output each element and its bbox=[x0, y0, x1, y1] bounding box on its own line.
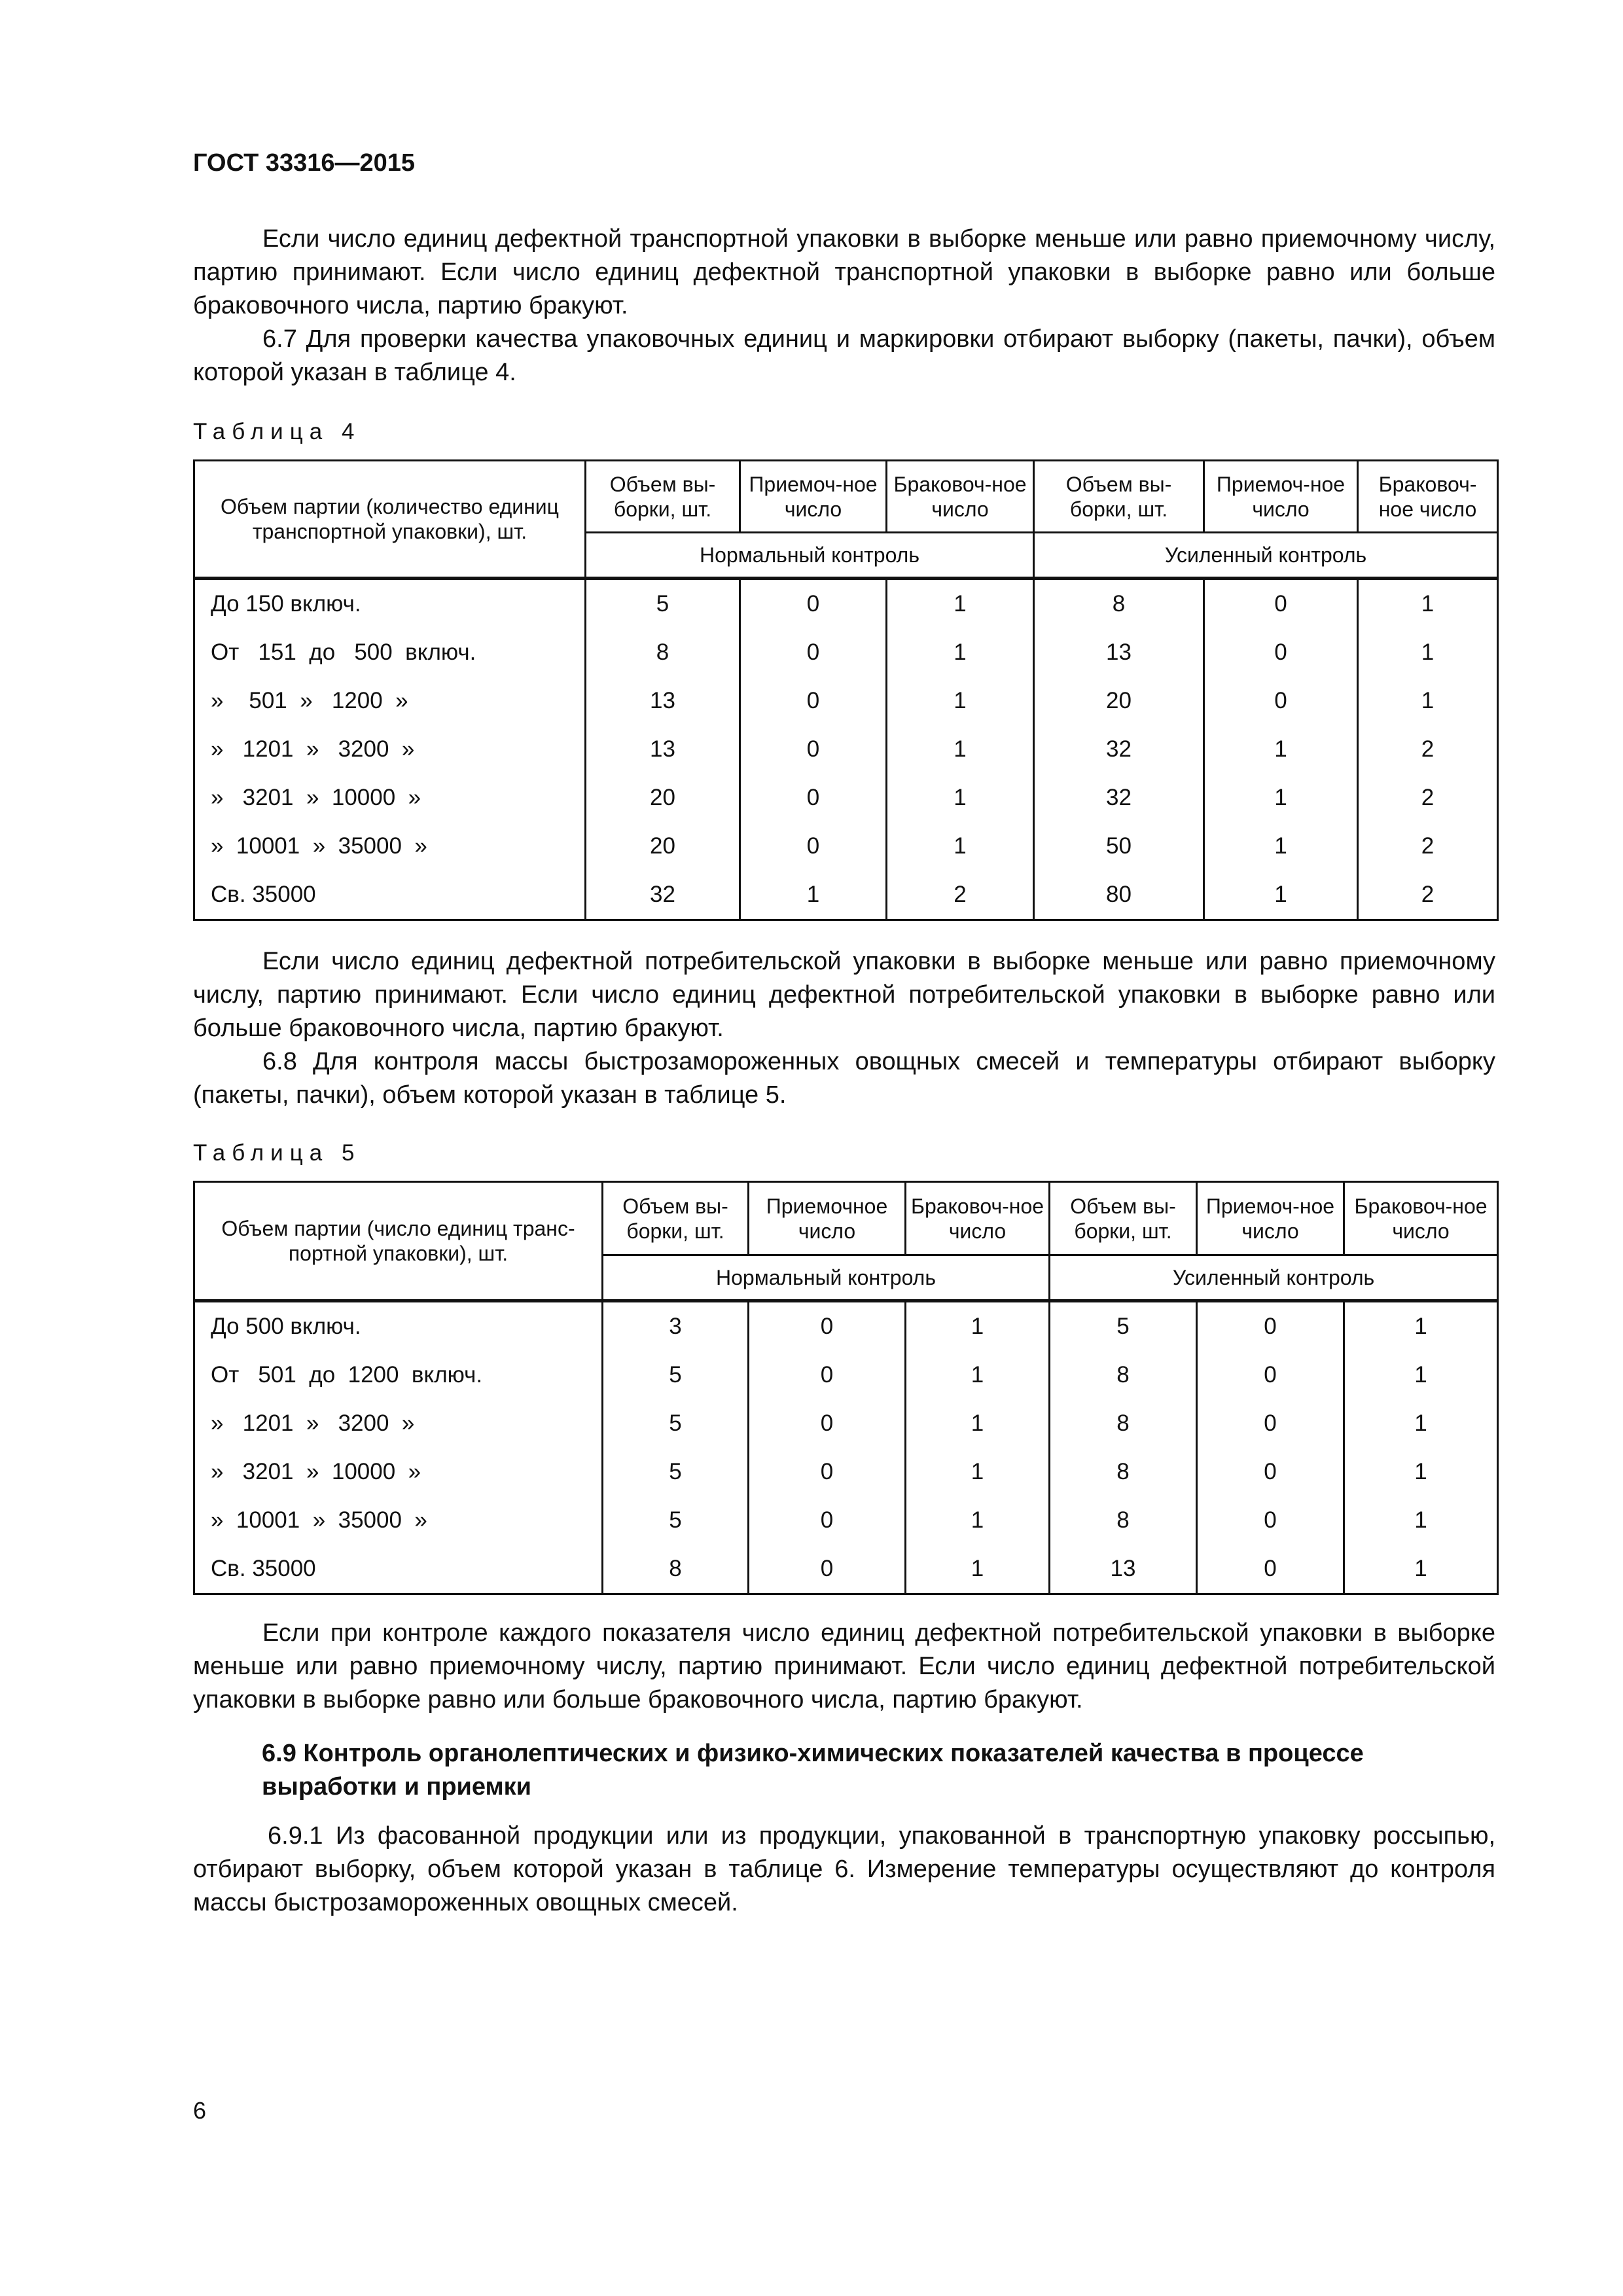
value-cell: 0 bbox=[740, 579, 887, 629]
value-cell: 8 bbox=[1050, 1399, 1197, 1448]
party-range-cell: До 150 включ. bbox=[194, 579, 586, 629]
value-cell: 0 bbox=[1204, 579, 1358, 629]
table5-caption: Таблица 5 bbox=[193, 1140, 361, 1166]
value-cell: 0 bbox=[1204, 628, 1358, 677]
table4-body bbox=[194, 579, 1498, 920]
value-cell: 2 bbox=[1358, 725, 1498, 774]
value-cell: 1 bbox=[906, 1301, 1050, 1352]
paragraph: 6.7 Для проверки качества упаковочных единиц и маркировки отбирают выборку (пакеты, пачки), объем которой указан в таблице 4. bbox=[193, 325, 1495, 386]
table-row bbox=[194, 822, 1498, 870]
value-cell: 1 bbox=[1358, 677, 1498, 725]
party-range-cell: » 501 » 1200 » bbox=[194, 677, 586, 725]
table-row bbox=[194, 1301, 1498, 1352]
paragraph-block-1 bbox=[193, 223, 1495, 389]
value-cell: 8 bbox=[586, 628, 740, 677]
value-cell: 32 bbox=[586, 870, 740, 920]
value-cell: 2 bbox=[1358, 870, 1498, 920]
table4-caption: Таблица 4 bbox=[193, 419, 361, 444]
party-range-cell: » 3201 » 10000 » bbox=[194, 1448, 603, 1496]
column-header: Браковоч-ное число bbox=[906, 1182, 1050, 1255]
party-range-cell: Св. 35000 bbox=[194, 1545, 603, 1594]
value-cell: 1 bbox=[887, 677, 1034, 725]
value-cell: 5 bbox=[603, 1496, 749, 1545]
value-cell: 0 bbox=[749, 1448, 906, 1496]
value-cell: 1 bbox=[1344, 1351, 1498, 1399]
value-cell: 0 bbox=[749, 1545, 906, 1594]
column-header: Приемоч-ное число bbox=[1197, 1182, 1344, 1255]
value-cell: 1 bbox=[1358, 579, 1498, 629]
page-number: 6 bbox=[193, 2097, 207, 2124]
party-size-header: Объем партии (число единиц транс-портной упаковки), шт. bbox=[194, 1182, 603, 1301]
value-cell: 8 bbox=[1050, 1448, 1197, 1496]
value-cell: 5 bbox=[603, 1399, 749, 1448]
value-cell: 50 bbox=[1034, 822, 1204, 870]
party-range-cell: » 3201 » 10000 » bbox=[194, 774, 586, 822]
value-cell: 32 bbox=[1034, 774, 1204, 822]
group-header: Усиленный контроль bbox=[1050, 1255, 1498, 1301]
value-cell: 13 bbox=[586, 677, 740, 725]
table-row bbox=[194, 1399, 1498, 1448]
paragraph-block-4 bbox=[193, 1820, 1495, 1920]
group-header: Нормальный контроль bbox=[586, 533, 1034, 579]
column-header: Браковоч-ное число bbox=[1344, 1182, 1498, 1255]
column-header: Объем вы-борки, шт. bbox=[603, 1182, 749, 1255]
value-cell: 0 bbox=[1197, 1496, 1344, 1545]
value-cell: 1 bbox=[887, 628, 1034, 677]
party-range-cell: » 10001 » 35000 » bbox=[194, 822, 586, 870]
column-header: Браковоч-ное число bbox=[887, 461, 1034, 533]
value-cell: 2 bbox=[1358, 822, 1498, 870]
value-cell: 1 bbox=[1344, 1399, 1498, 1448]
value-cell: 1 bbox=[906, 1351, 1050, 1399]
party-range-cell: » 10001 » 35000 » bbox=[194, 1496, 603, 1545]
value-cell: 1 bbox=[1204, 774, 1358, 822]
value-cell: 5 bbox=[603, 1351, 749, 1399]
paragraph: Если число единиц дефектной потребительской упаковки в выборке меньше или равно приемочному числу, партию принимают. Если число единиц дефектной потребительской упаковки в выборке равно или больше браковочного числа, партию бракуют. bbox=[193, 948, 1495, 1042]
column-header: Приемочное число bbox=[749, 1182, 906, 1255]
value-cell: 0 bbox=[740, 725, 887, 774]
value-cell: 1 bbox=[1204, 870, 1358, 920]
table-row bbox=[194, 628, 1498, 677]
value-cell: 1 bbox=[906, 1496, 1050, 1545]
column-header: Объем вы-борки, шт. bbox=[586, 461, 740, 533]
value-cell: 8 bbox=[603, 1545, 749, 1594]
document-header: ГОСТ 33316—2015 bbox=[193, 149, 416, 177]
value-cell: 1 bbox=[887, 774, 1034, 822]
table-row bbox=[194, 870, 1498, 920]
value-cell: 8 bbox=[1050, 1496, 1197, 1545]
group-header: Усиленный контроль bbox=[1034, 533, 1498, 579]
table-4 bbox=[193, 459, 1499, 921]
value-cell: 0 bbox=[740, 677, 887, 725]
table-row bbox=[194, 579, 1498, 629]
value-cell: 0 bbox=[1197, 1545, 1344, 1594]
value-cell: 32 bbox=[1034, 725, 1204, 774]
party-range-cell: До 500 включ. bbox=[194, 1301, 603, 1352]
value-cell: 13 bbox=[1034, 628, 1204, 677]
paragraph-block-3 bbox=[193, 1617, 1495, 1717]
value-cell: 0 bbox=[740, 774, 887, 822]
table-row bbox=[194, 774, 1498, 822]
value-cell: 0 bbox=[1197, 1399, 1344, 1448]
value-cell: 1 bbox=[1344, 1545, 1498, 1594]
value-cell: 8 bbox=[1050, 1351, 1197, 1399]
column-header: Браковоч-ное число bbox=[1358, 461, 1498, 533]
value-cell: 13 bbox=[1050, 1545, 1197, 1594]
paragraph: Если при контроле каждого показателя число единиц дефектной потребительской упаковки в выборке меньше или равно приемочному числу, партию принимают. Если число единиц дефектной потребительской упаковки в выборке равно или больше браковочного числа, партию бракуют. bbox=[193, 1619, 1495, 1713]
value-cell: 0 bbox=[740, 628, 887, 677]
value-cell: 2 bbox=[887, 870, 1034, 920]
table-row bbox=[194, 1496, 1498, 1545]
value-cell: 3 bbox=[603, 1301, 749, 1352]
section-heading: 6.9 Контроль органолептических и физико-химических показателей качества в процессе выработки и приемки bbox=[262, 1740, 1364, 1801]
value-cell: 1 bbox=[906, 1399, 1050, 1448]
table-row bbox=[194, 1351, 1498, 1399]
value-cell: 0 bbox=[1197, 1351, 1344, 1399]
value-cell: 1 bbox=[887, 579, 1034, 629]
value-cell: 1 bbox=[1344, 1448, 1498, 1496]
value-cell: 8 bbox=[1034, 579, 1204, 629]
value-cell: 0 bbox=[749, 1301, 906, 1352]
value-cell: 1 bbox=[906, 1448, 1050, 1496]
table-row bbox=[194, 1545, 1498, 1594]
value-cell: 1 bbox=[887, 725, 1034, 774]
party-range-cell: » 1201 » 3200 » bbox=[194, 725, 586, 774]
value-cell: 20 bbox=[586, 822, 740, 870]
party-range-cell: Св. 35000 bbox=[194, 870, 586, 920]
party-size-header: Объем партии (количество единиц транспортной упаковки), шт. bbox=[194, 461, 586, 579]
value-cell: 1 bbox=[1344, 1496, 1498, 1545]
column-header: Объем вы-борки, шт. bbox=[1034, 461, 1204, 533]
value-cell: 1 bbox=[887, 822, 1034, 870]
value-cell: 1 bbox=[906, 1545, 1050, 1594]
value-cell: 0 bbox=[749, 1399, 906, 1448]
paragraph: 6.8 Для контроля массы быстрозамороженных овощных смесей и температуры отбирают выборку (пакеты, пачки), объем которой указан в таблице 5. bbox=[193, 1048, 1495, 1109]
paragraph: 6.9.1 Из фасованной продукции или из продукции, упакованной в транспортную упаковку россыпью, отбирают выборку, объем которой указан в таблице 6. Измерение температуры осуществляют до контроля массы быстрозамороженных овощных смесей. bbox=[193, 1822, 1495, 1916]
group-header: Нормальный контроль bbox=[603, 1255, 1050, 1301]
paragraph: Если число единиц дефектной транспортной упаковки в выборке меньше или равно приемочному числу, партию принимают. Если число единиц дефектной транспортной упаковки в выборке равно или больше браковочного числа, партию бракуют. bbox=[193, 225, 1495, 319]
value-cell: 13 bbox=[586, 725, 740, 774]
value-cell: 20 bbox=[586, 774, 740, 822]
value-cell: 1 bbox=[1344, 1301, 1498, 1352]
column-header: Объем вы-борки, шт. bbox=[1050, 1182, 1197, 1255]
value-cell: 0 bbox=[1197, 1448, 1344, 1496]
party-range-cell: От 501 до 1200 включ. bbox=[194, 1351, 603, 1399]
value-cell: 0 bbox=[1197, 1301, 1344, 1352]
column-header: Приемоч-ное число bbox=[1204, 461, 1358, 533]
value-cell: 2 bbox=[1358, 774, 1498, 822]
value-cell: 1 bbox=[1358, 628, 1498, 677]
value-cell: 0 bbox=[749, 1496, 906, 1545]
table-row bbox=[194, 1448, 1498, 1496]
value-cell: 1 bbox=[1204, 725, 1358, 774]
table-row bbox=[194, 677, 1498, 725]
table-5 bbox=[193, 1181, 1499, 1595]
table-row bbox=[194, 725, 1498, 774]
value-cell: 80 bbox=[1034, 870, 1204, 920]
value-cell: 1 bbox=[740, 870, 887, 920]
paragraph-block-2 bbox=[193, 945, 1495, 1112]
table5-body bbox=[194, 1301, 1498, 1594]
party-range-cell: От 151 до 500 включ. bbox=[194, 628, 586, 677]
value-cell: 0 bbox=[749, 1351, 906, 1399]
value-cell: 5 bbox=[603, 1448, 749, 1496]
value-cell: 0 bbox=[740, 822, 887, 870]
value-cell: 0 bbox=[1204, 677, 1358, 725]
value-cell: 5 bbox=[586, 579, 740, 629]
value-cell: 1 bbox=[1204, 822, 1358, 870]
value-cell: 5 bbox=[1050, 1301, 1197, 1352]
value-cell: 20 bbox=[1034, 677, 1204, 725]
party-range-cell: » 1201 » 3200 » bbox=[194, 1399, 603, 1448]
column-header: Приемоч-ное число bbox=[740, 461, 887, 533]
